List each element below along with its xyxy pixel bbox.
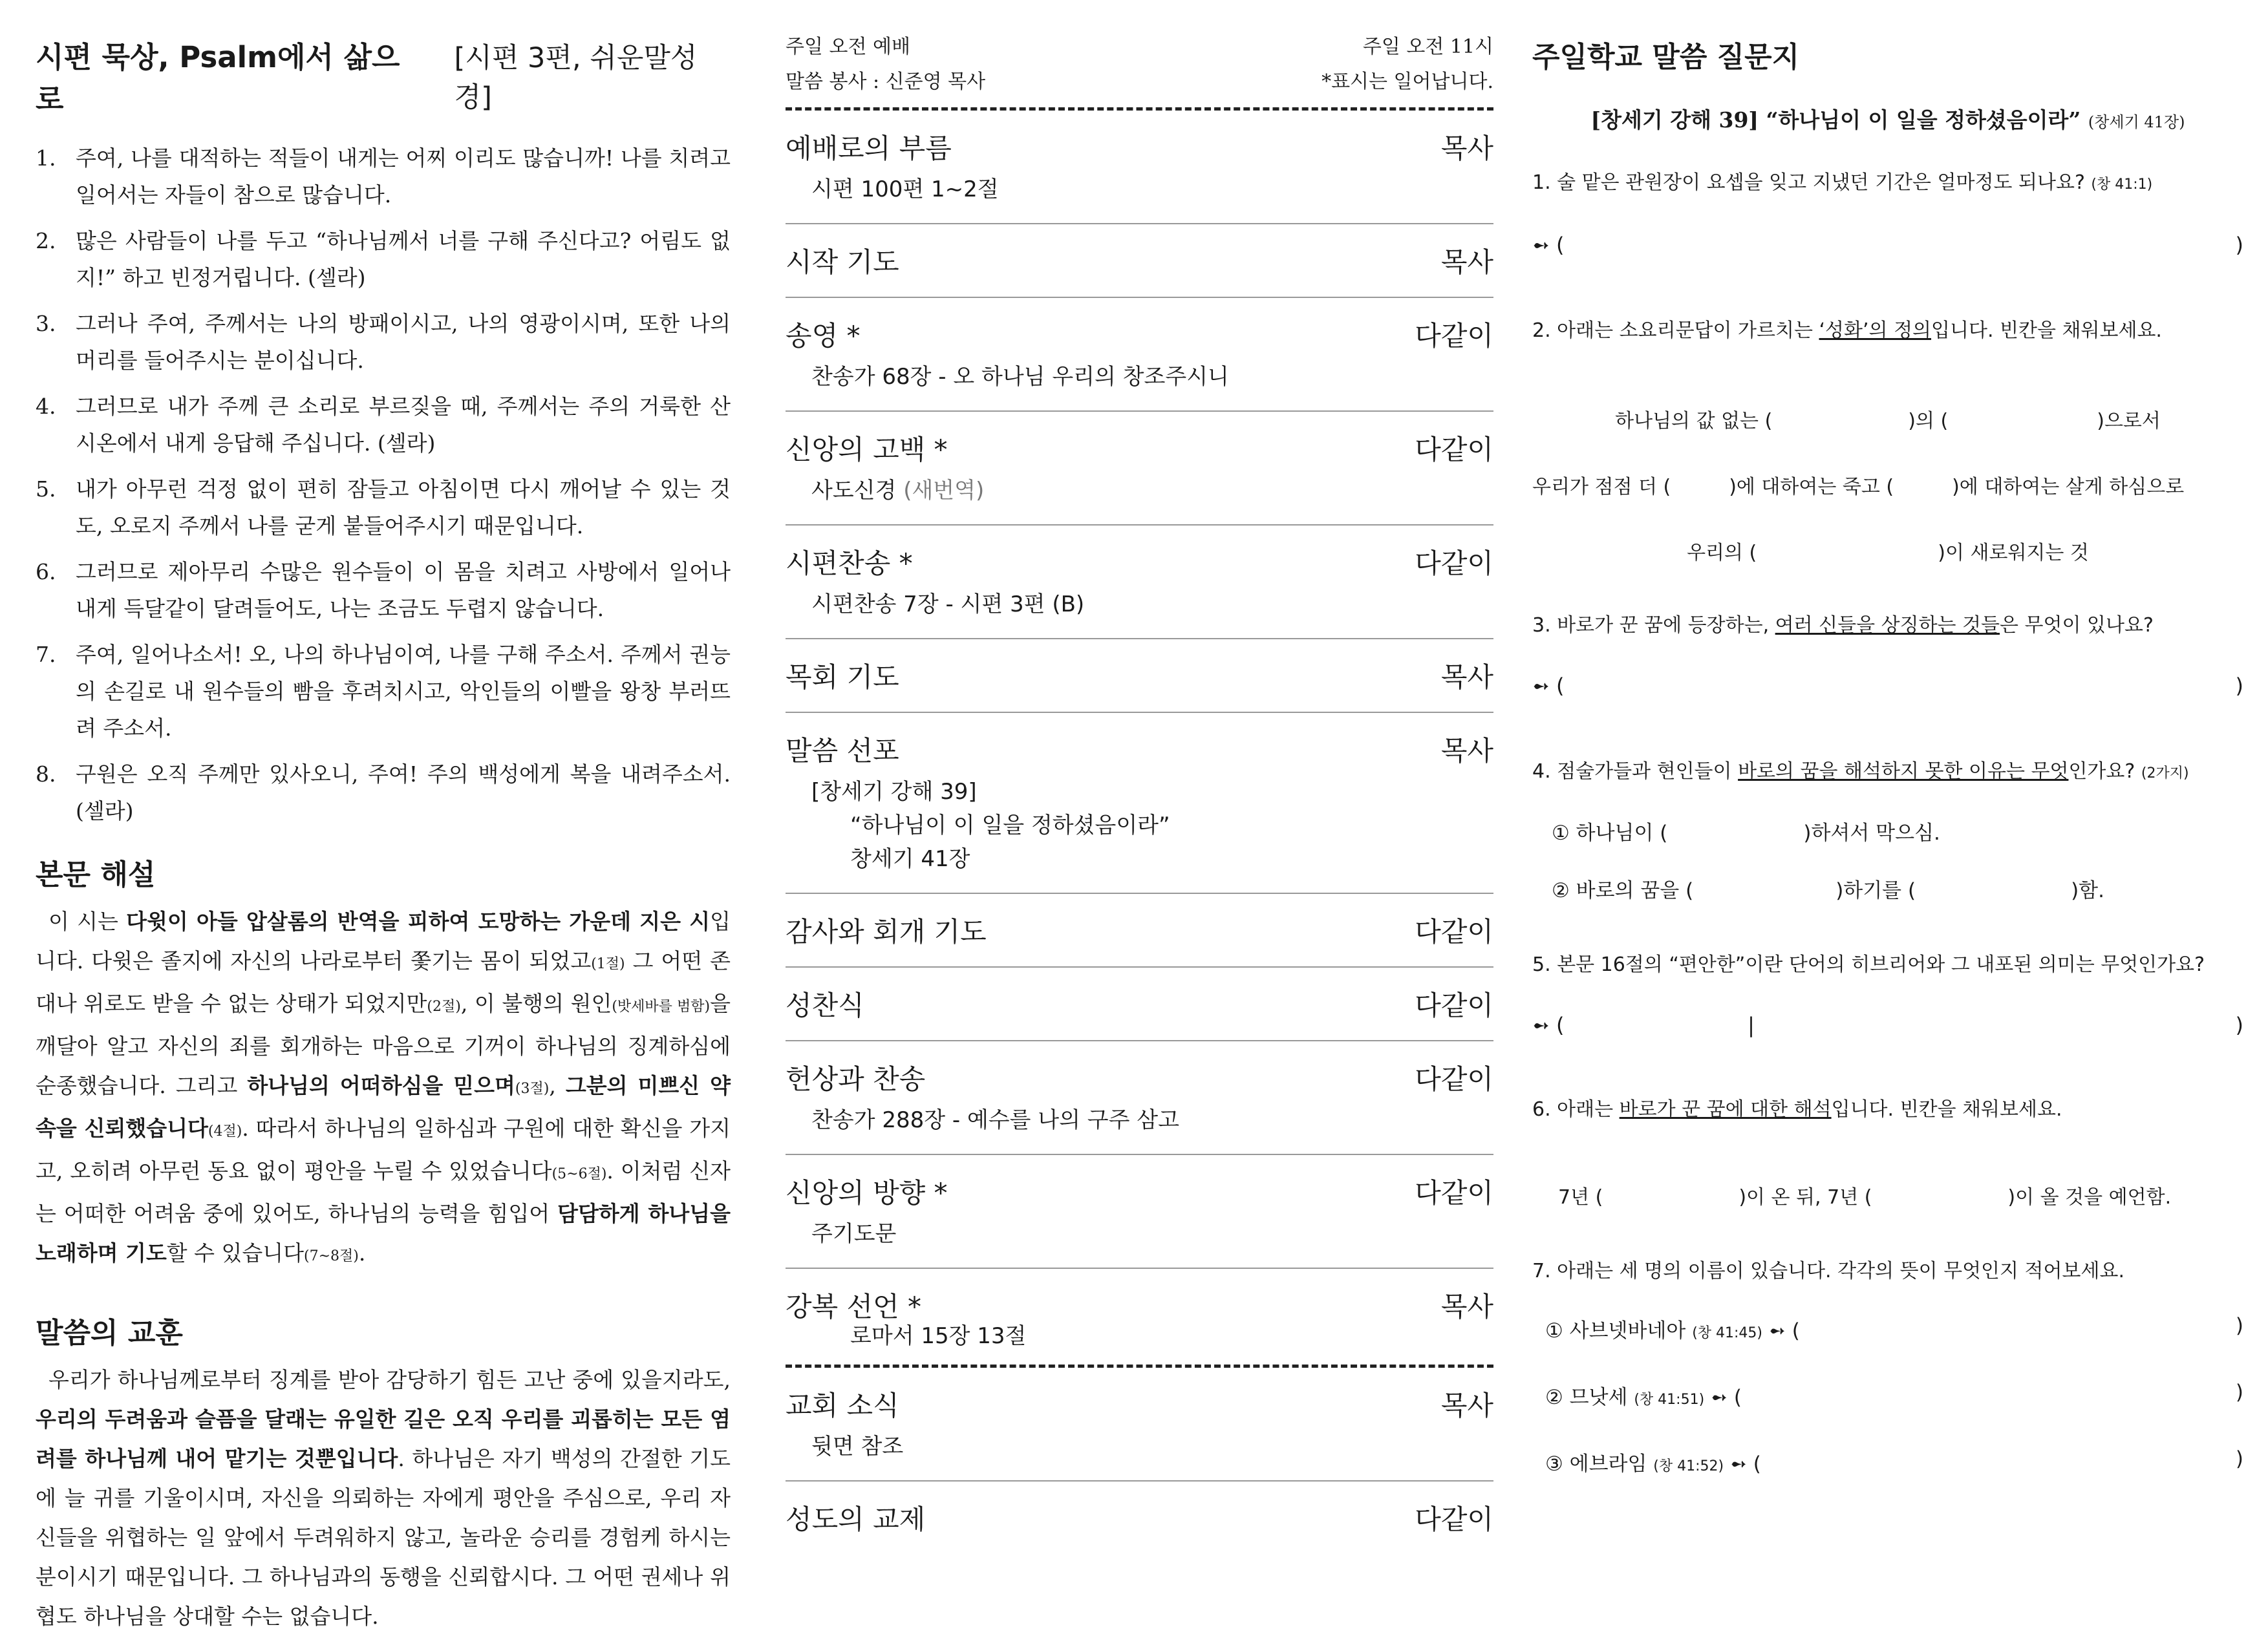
psalm-header: [36, 34, 731, 118]
item-title: 시편찬송 *: [786, 547, 913, 579]
verse-item: [36, 140, 731, 213]
verse-number: 6.: [36, 559, 56, 584]
verse-number: 2.: [36, 228, 56, 253]
fill-line-6[interactable]: 7년 ( )이 온 뒤, 7년 ( )이 올 것을 예언함.: [1558, 1186, 2172, 1209]
answer-blank-3[interactable]: ➻ ( ): [1532, 674, 2243, 698]
verse-text: 그러므로 제아무리 수많은 원수들이 이 몸을 치려고 사방에서 일어나 내게 득달같이 달려들어도, 나는 조금도 두렵지 않습니다.: [76, 559, 731, 621]
order-item: [786, 968, 1493, 1041]
psalm-reference: [시편 3편, 쉬운말성경]: [454, 42, 698, 114]
verse-text: 구원은 오직 주께만 있사오니, 주여! 주의 백성에게 복을 내려주소서. (셀라): [76, 761, 731, 823]
item-title: 송영 *: [786, 320, 861, 352]
worship-order-column: [786, 0, 1493, 1602]
sermon-passage: 창세기 41장: [850, 846, 970, 872]
item-leader: 다같이: [1415, 434, 1493, 465]
item-detail: 찬송가 68장 - 오 하나님 우리의 창조주시니: [811, 364, 1229, 390]
verse-item: [36, 388, 731, 462]
commentary-paragraph: 이 시는 다윗이 아들 압살롬의 반역을 피하여 도망하는 가운데 지은 시입니다. 다윗은 졸지에 자신의 나라로부터 쫓기는 몸이 되었고(1절) 그 어떤 존대나 위로도 받을 수 없는 상태가 되었지만(2절), 이 불행의 원인(밧세바를 범함)을 깨달아 알고 자신의 죄를 회개하는 마음으로 기꺼이 하나님의 징계하심에 순종했습니다. 그리고 하나님의 어떠하심을 믿으며(3절), 그분의 미쁘신 약속을 신뢰했습니다(4절). 따라서 하나님의 일하심과 구원에 대한 확신을 가지고, 오히려 아무런 동요 없이 평안을 누릴 수 있었습니다(5~6절). 이처럼 신자는 어떠한 어려움 중에 있어도, 하나님의 능력을 힘입어 담담하게 하나님을 노래하며 기도할 수 있습니다(7~8절).: [36, 909, 731, 1266]
order-item: [786, 224, 1493, 298]
verse-item: [36, 471, 731, 544]
item-leader: 목사: [1440, 735, 1493, 767]
verse-number: 1.: [36, 145, 56, 171]
item-title: 강복 선언 *: [786, 1291, 921, 1323]
question-7: 7. 아래는 세 명의 이름이 있습니다. 각각의 뜻이 무엇인지 적어보세요.: [1532, 1260, 2124, 1282]
item-title: 성찬식: [786, 990, 864, 1021]
questionnaire-column: [1532, 0, 2243, 1602]
verse-item: [36, 305, 731, 379]
verse-text: 주여, 나를 대적하는 적들이 내게는 어찌 이리도 많습니까! 나를 치려고 일어서는 자들이 참으로 많습니다.: [76, 145, 731, 207]
verse-item: [36, 222, 731, 296]
service-time: 주일 오전 11시: [1362, 36, 1493, 58]
item-detail: 시편찬송 7장 - 시편 3편 (B): [811, 591, 1085, 617]
order-item: [786, 526, 1493, 639]
service-preacher: 말씀 봉사 : 신준영 목사: [786, 70, 986, 93]
item-title: 말씀 선포: [786, 735, 899, 767]
item-leader: 다같이: [1415, 990, 1493, 1021]
question-3: 3. 바로가 꾼 꿈에 등장하는, 여러 신들을 상징하는 것들은 무엇이 있나요?: [1532, 614, 2154, 637]
question-2: 2. 아래는 소요리문답이 가르치는 ‘성화’의 정의입니다. 빈칸을 채워보세요.: [1532, 319, 2162, 342]
fill-line-2c[interactable]: 우리의 ( )이 새로워지는 것: [1687, 542, 2089, 564]
item-detail: [창세기 강해 39]: [811, 779, 977, 805]
fill-line-2a[interactable]: 하나님의 값 없는 ( )의 ( )으로서: [1615, 410, 2161, 432]
verse-number: 3.: [36, 311, 56, 336]
verse-number: 5.: [36, 476, 56, 502]
item-title: 신앙의 방향 *: [786, 1177, 948, 1209]
verse-item: [36, 553, 731, 627]
item-detail: 로마서 15장 13절: [850, 1323, 1027, 1349]
standing-note: *표시는 일어납니다.: [1321, 70, 1493, 93]
verse-number: 8.: [36, 761, 56, 787]
item-leader: 다같이: [1415, 916, 1493, 948]
answer-blank-1[interactable]: ➻ ( ): [1532, 233, 2243, 257]
item-leader: 목사: [1440, 1390, 1493, 1421]
name-answer-row[interactable]: ① 사브넷바네아 (창 41:45) ➻ ( ): [1545, 1314, 2243, 1343]
verse-item: [36, 756, 731, 829]
question-5: 5. 본문 16절의 “편안한”이란 단어의 히브리어와 그 내포된 의미는 무엇인가요?: [1532, 953, 2205, 976]
item-title: 교회 소식: [786, 1390, 899, 1421]
service-header: [786, 30, 1493, 100]
item-title: 목회 기도: [786, 661, 899, 693]
verse-text: 주여, 일어나소서! 오, 나의 하나님이여, 나를 구해 주소서. 주께서 권능의 손길로 내 원수들의 빰을 후려치시고, 악인들의 이빨을 왕창 부러뜨려 주소서.: [76, 642, 731, 741]
answer-blank-5[interactable]: ➻ ( | ): [1532, 1013, 2243, 1037]
item-detail: 주기도문: [811, 1221, 897, 1247]
verse-text: 내가 아무런 걱정 없이 편히 잠들고 아침이면 다시 깨어날 수 있는 것도, 오로지 주께서 나를 굳게 붙들어주시기 때문입니다.: [76, 476, 731, 538]
item-leader: 다같이: [1415, 547, 1493, 579]
item-leader: 다같이: [1415, 1177, 1493, 1209]
lesson-title: 말씀의 교훈: [36, 1317, 183, 1350]
order-item: [786, 894, 1493, 968]
order-item: [786, 1155, 1493, 1269]
item-leader: 목사: [1440, 246, 1493, 278]
item-detail: 뒷면 참조: [811, 1434, 904, 1460]
item-leader: 목사: [1440, 661, 1493, 693]
item-title: 시작 기도: [786, 246, 899, 278]
item-title: 예배로의 부름: [786, 133, 952, 164]
item-leader: 목사: [1440, 1291, 1493, 1323]
item-leader: 다같이: [1415, 1063, 1493, 1095]
answer-option-4-1[interactable]: ① 하나님이 ( )하셔서 막으심.: [1552, 822, 1940, 845]
sermon-title: “하나님이 이 일을 정하셨음이라”: [850, 813, 1170, 838]
item-leader: 목사: [1440, 133, 1493, 164]
item-title: 헌상과 찬송: [786, 1063, 926, 1095]
questionnaire-title: 주일학교 말씀 질문지: [1532, 41, 1800, 74]
item-detail: 시편 100편 1~2절: [811, 176, 999, 202]
verse-text: 그러나 주여, 주께서는 나의 방패이시고, 나의 영광이시며, 또한 나의 머리를 들어주시는 분이십니다.: [76, 311, 731, 373]
question-6: 6. 아래는 바로가 꾼 꿈에 대한 해석입니다. 빈칸을 채워보세요.: [1532, 1098, 2062, 1121]
name-answer-row[interactable]: ③ 에브라임 (창 41:52) ➻ ( ): [1545, 1447, 2243, 1476]
item-title: 감사와 회개 기도: [786, 916, 987, 948]
item-detail: 사도신경 (새번역): [811, 478, 985, 504]
verse-text: 그러므로 내가 주께 큰 소리로 부르짖을 때, 주께서는 주의 거룩한 산 시온에서 내게 응답해 주십니다. (셀라): [76, 394, 731, 456]
commentary-title: 본문 해설: [36, 858, 156, 891]
answer-option-4-2[interactable]: ② 바로의 꿈을 ( )하기를 ( )함.: [1552, 879, 2104, 902]
verse-list: [36, 140, 731, 829]
order-item: [786, 412, 1493, 526]
order-item: [786, 298, 1493, 412]
item-leader: 다같이: [1415, 320, 1493, 352]
verse-number: 4.: [36, 394, 56, 419]
item-title: 성도의 교제: [786, 1503, 926, 1535]
item-leader: 다같이: [1415, 1503, 1493, 1535]
question-4: 4. 점술가들과 현인들이 바로의 꿈을 해석하지 못한 이유는 무엇인가요? (2가지): [1532, 760, 2189, 783]
verse-number: 7.: [36, 642, 56, 667]
lesson-paragraph: 우리가 하나님께로부터 징계를 받아 감당하기 힘든 고난 중에 있을지라도, 우리의 두려움과 슬픔을 달래는 유일한 길은 오직 우리를 괴롭히는 모든 염려를 하나님께 내어 맡기는 것뿐입니다. 하나님은 자기 백성의 간절한 기도에 늘 귀를 기울이시며, 자신을 의뢰하는 자에게 평안을 주심으로, 우리 자신들을 위협하는 일 앞에서 두려워하지 않고, 놀라운 승리를 경험케 하시는 분이시기 때문입니다. 그 하나님과의 동행을 신뢰합시다. 그 어떤 권세나 위협도 하나님을 상대할 수는 없습니다.: [36, 1367, 731, 1629]
fill-line-2b[interactable]: 우리가 점점 더 ( )에 대하여는 죽고 ( )에 대하여는 살게 하심으로: [1532, 476, 2185, 498]
verse-text: 많은 사람들이 나를 두고 “하나님께서 너를 구해 주신다고? 어림도 없지!” 하고 빈정거립니다. (셀라): [76, 228, 731, 290]
psalm-column: [36, 0, 731, 1629]
verse-item: [36, 636, 731, 747]
question-1: 1. 술 맡은 관원장이 요셉을 잊고 지냈던 기간은 얼마정도 되나요? (창 41:1): [1532, 171, 2153, 194]
name-answer-row[interactable]: ② 므낫세 (창 41:51) ➻ ( ): [1545, 1381, 2243, 1409]
item-title: 신앙의 고백 *: [786, 434, 948, 465]
order-item: [786, 713, 1493, 894]
questionnaire-subtitle: [창세기 강해 39] “하나님이 이 일을 정하셨음이라” (창세기 41장): [1590, 107, 2185, 133]
order-item: [786, 1482, 1493, 1554]
psalm-title: 시편 묵상, Psalm에서 삶으로: [36, 40, 400, 116]
service-name: 주일 오전 예배: [786, 36, 910, 58]
order-item: [786, 1041, 1493, 1155]
order-item: [786, 1269, 1493, 1362]
order-item: [786, 111, 1493, 224]
order-item: [786, 639, 1493, 713]
item-detail: 찬송가 288장 - 예수를 나의 구주 삼고: [811, 1107, 1179, 1133]
order-item: [786, 1368, 1493, 1482]
